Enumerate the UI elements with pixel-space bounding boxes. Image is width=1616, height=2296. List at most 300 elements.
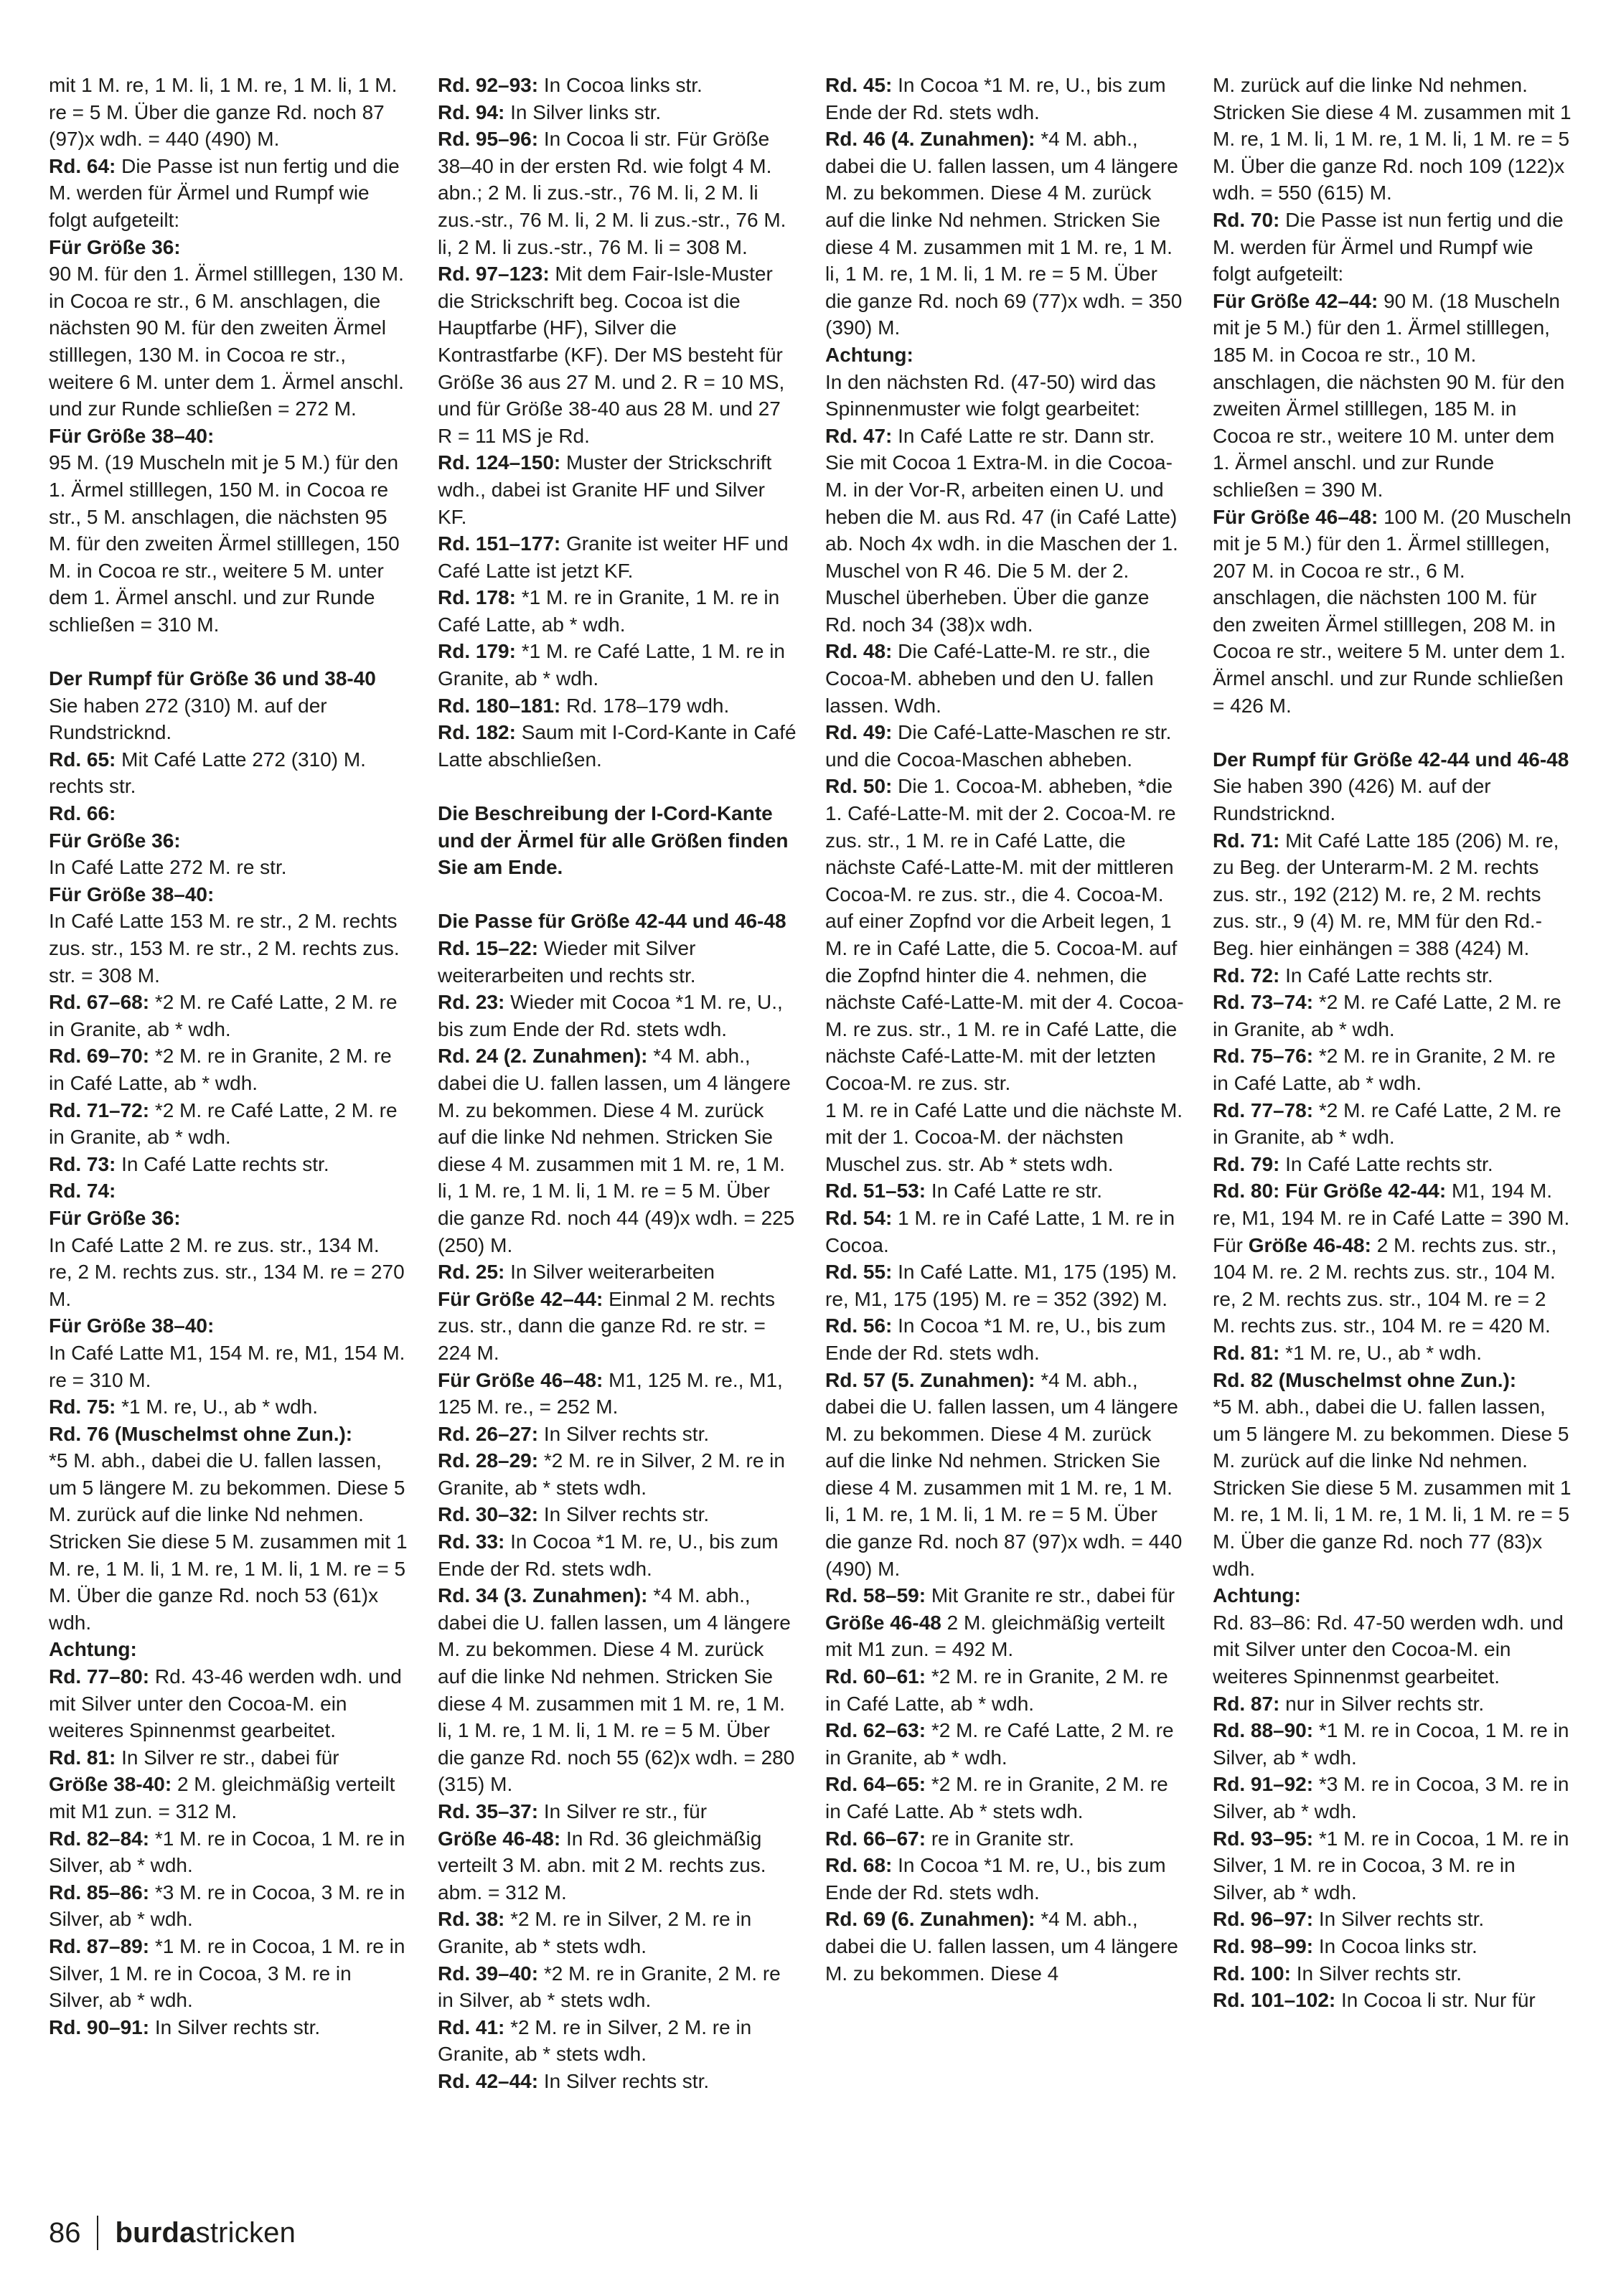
page-number: 86 — [49, 2216, 81, 2249]
paragraph-text: In Café Latte 153 M. re str., 2 M. rechts zus. str., 153 M. re str., 2 M. rechts zus. str. = 308 M. — [49, 910, 400, 987]
paragraph-text: *2 M. re in Silver, 2 M. re in Granite, ab * stets wdh. — [438, 1908, 752, 1957]
paragraph — [1213, 1043, 1572, 1096]
paragraph-text: *1 M. re in Cocoa, 1 M. re in Silver, 1 M. re in Cocoa, 3 M. re in Silver, ab * wdh. — [1213, 1827, 1569, 1904]
bold-label: Rd. 178: — [438, 586, 516, 609]
paragraph — [49, 1043, 408, 1096]
bold-label: Rd. 82–84: — [49, 1827, 150, 1850]
paragraph-text: *4 M. abh., dabei die U. fallen lassen, um 4 längere M. zu bekommen. Diese 4 — [825, 1908, 1178, 1985]
bold-label: Die Passe für Größe 42-44 und 46-48 — [438, 910, 786, 933]
paragraph — [1213, 1177, 1572, 1231]
paragraph-text: In Café Latte rechts str. — [1279, 964, 1493, 987]
paragraph-text: *2 M. re Café Latte, 2 M. re in Granite, ab * wdh. — [1213, 1098, 1561, 1149]
bold-label: Rd. 87: — [1213, 1692, 1280, 1715]
paragraph-text: In Silver weiterarbeiten — [504, 1261, 715, 1284]
paragraph — [49, 1933, 408, 2014]
bold-label: Rd. 95–96: — [438, 128, 539, 151]
paragraph — [825, 342, 1184, 369]
paragraph — [438, 1906, 797, 1959]
paragraph-text: *2 M. re in Granite, 2 M. re in Silver, ab * stets wdh. — [438, 1962, 781, 2012]
bold-label: Rd. 49: — [825, 721, 893, 744]
bold-label: Rd. 73–74: — [1213, 991, 1314, 1014]
paragraph — [438, 449, 797, 530]
bold-label: Für Größe 36: — [49, 235, 181, 258]
paragraph-text: Rd. 178–179 wdh. — [560, 694, 730, 717]
bold-label: Größe 46-48 — [825, 1611, 941, 1634]
paragraph-text: In Cocoa li str. Für Größe 38–40 in der ersten Rd. wie folgt 4 M. abn.; 2 M. li zus.-str., 76 M. li, 2 M. li zus.-str., 76 M. li, 2 M. li zus.-str., 76 M. li, 2 M. li zus.-str., 76 M. li = 308 M. — [438, 128, 786, 258]
paragraph — [49, 665, 408, 692]
bold-label: Rd. 80: Für Größe 42-44: — [1213, 1180, 1447, 1203]
paragraph — [49, 1771, 408, 1825]
paragraph-text: In Silver rechts str. — [1290, 1962, 1462, 1985]
paragraph-text: *3 M. re in Cocoa, 3 M. re in Silver, ab * wdh. — [1213, 1773, 1569, 1822]
bold-label: Rd. 87–89: — [49, 1934, 150, 1957]
bold-label: Für Größe 38–40: — [49, 883, 215, 905]
paragraph-text: *1 M. re in Granite, 1 M. re in Café Latte, ab * wdh. — [438, 586, 780, 636]
paragraph-text: *2 M. re Café Latte, 2 M. re in Granite, ab * wdh. — [49, 1098, 398, 1149]
paragraph — [825, 1852, 1184, 1906]
paragraph — [49, 1421, 408, 1448]
paragraph-text: In Café Latte re str. Dann str. Sie mit Cocoa 1 Extra-M. in die Cocoa-M. in der Vor-R, arbeiten einen U. und heben die M. aus Rd. 47 (in Café Latte) ab. Noch 4x wdh. in die Maschen der 1. Muschel von R 46. Die 5 M. der 2. Muschel überheben. Über die ganze Rd. noch 34 (38)x wdh. — [825, 424, 1178, 636]
paragraph-text: *1 M. re in Cocoa, 1 M. re in Silver, 1 M. re in Cocoa, 3 M. re in Silver, ab * wdh. — [49, 1934, 405, 2012]
brand-bold: burda — [115, 2216, 196, 2249]
paragraph — [49, 1393, 408, 1421]
paragraph — [825, 1097, 1184, 1178]
paragraph-text: *2 M. re in Silver, 2 M. re in Granite, ab * stets wdh. — [438, 1449, 785, 1499]
brand-logo — [116, 2217, 296, 2249]
paragraph-text: 1 M. re in Café Latte und die nächste M. mit der 1. Cocoa-M. der nächsten Muschel zus. str. Ab * stets wdh. — [825, 1098, 1183, 1175]
bold-label: Rd. 124–150: — [438, 451, 561, 474]
bold-label: Rd. 41: — [438, 2015, 505, 2038]
paragraph-text: *1 M. re, U., ab * wdh. — [116, 1396, 319, 1418]
paragraph — [1213, 773, 1572, 827]
bold-label: Rd. 72: — [1213, 964, 1280, 987]
paragraph — [49, 260, 408, 423]
bold-label: Achtung: — [49, 1638, 137, 1661]
bold-label: Rd. 69 (6. Zunahmen): — [825, 1908, 1035, 1931]
bold-label: Größe 46-48: — [438, 1827, 561, 1850]
paragraph-text: *4 M. abh., dabei die U. fallen lassen, um 4 längere M. zu bekommen. Diese 4 M. zurück auf die linke Nd nehmen. Stricken Sie diese 4 M. zusammen mit 1 M. re, 1 M. li, 1 M. re, 1 M. li, 1 M. re = 5 M. Über die ganze Rd. noch 55 (62)x wdh. = 280 (315) M. — [438, 1584, 795, 1796]
paragraph-text: In Silver rechts str. — [1313, 1908, 1485, 1931]
bold-label: Rd. 179: — [438, 640, 516, 663]
bold-label: Größe 38-40: — [49, 1773, 172, 1796]
paragraph — [438, 99, 797, 126]
paragraph — [1213, 207, 1572, 288]
bold-label: Rd. 182: — [438, 721, 516, 744]
paragraph-text: *2 M. re in Granite, 2 M. re in Café Latte, ab * wdh. — [1213, 1045, 1556, 1094]
paragraph — [438, 800, 797, 881]
paragraph — [438, 719, 797, 773]
paragraph — [49, 1636, 408, 1663]
paragraph — [49, 1205, 408, 1232]
paragraph — [438, 692, 797, 720]
bold-label: Rd. 94: — [438, 100, 505, 123]
paragraph — [49, 423, 408, 450]
bold-label: Rd. 46 (4. Zunahmen): — [825, 128, 1035, 151]
bold-label: Rd. 26–27: — [438, 1422, 539, 1445]
paragraph-text: In Café Latte. M1, 175 (195) M. re, M1, 175 (195) M. re = 352 (392) M. — [825, 1261, 1178, 1310]
bold-label: Rd. 66–67: — [825, 1827, 926, 1850]
paragraph — [825, 1177, 1184, 1205]
bold-label: Rd. 45: — [825, 74, 893, 96]
paragraph — [49, 1447, 408, 1636]
paragraph-text: Mit dem Fair-Isle-Muster die Strickschrift beg. Cocoa ist die Hauptfarbe (HF), Silver die Kontrastfarbe (KF). Der MS besteht für Größe 36 aus 27 M. und 2. R = 10 MS, und für Größe 38-40 aus 28 M. und 27 R = 11 MS je Rd. — [438, 263, 785, 447]
paragraph-text: In Café Latte 272 M. re str. — [49, 856, 287, 879]
paragraph — [49, 1663, 408, 1744]
bold-label: Rd. 75: — [49, 1396, 116, 1418]
paragraph-text: In Silver rechts str. — [538, 1503, 710, 1526]
paragraph-text: *5 M. abh., dabei die U. fallen lassen, um 5 längere M. zu bekommen. Diese 5 M. zurück auf die linke Nd nehmen. Stricken Sie diese 5 M. zusammen mit 1 M. re, 1 M. li, 1 M. re, 1 M. li, 1 M. re = 5 M. Über die ganze Rd. noch 53 (61)x wdh. — [49, 1449, 408, 1634]
bold-label: Rd. 69–70: — [49, 1045, 150, 1068]
paragraph-text: In Cocoa links str. — [1313, 1934, 1478, 1957]
paragraph-text: Sie haben 272 (310) M. auf der Rundstricknd. — [49, 694, 327, 744]
paragraph — [49, 2014, 408, 2041]
paragraph — [438, 1367, 797, 1421]
paragraph — [438, 530, 797, 584]
footer-divider — [97, 2216, 98, 2250]
paragraph — [49, 1825, 408, 1879]
bold-label: Rd. 90–91: — [49, 2015, 150, 2038]
paragraph-text: Für Größe 46-48: 2 M. rechts zus. str., 104 M. re. 2 M. rechts zus. str., 104 M. re, 2 M. rechts zus. str., 104 M. re = 2 M. rechts zus. str., 104 M. re = 420 M. — [1213, 1233, 1557, 1337]
bold-label: Rd. 33: — [438, 1530, 505, 1553]
paragraph-text: Mit Granite re str., dabei für — [926, 1584, 1175, 1607]
paragraph-text: Mit Café Latte 272 (310) M. rechts str. — [49, 748, 366, 798]
paragraph — [438, 1582, 797, 1798]
paragraph — [1213, 1933, 1572, 1960]
paragraph — [825, 1717, 1184, 1771]
bold-label: Rd. 97–123: — [438, 263, 550, 286]
paragraph — [438, 935, 797, 989]
paragraph-text: Die Café-Latte-Maschen re str. und die Cocoa-Maschen abheben. — [825, 721, 1172, 771]
paragraph-text: 2 M. gleichmäßig verteilt mit M1 zun. = 492 M. — [825, 1611, 1165, 1661]
paragraph-text: *2 M. re in Silver, 2 M. re in Granite, ab * stets wdh. — [438, 2015, 752, 2066]
paragraph-text: In Cocoa *1 M. re, U., bis zum Ende der Rd. stets wdh. — [825, 1314, 1166, 1364]
paragraph — [49, 1340, 408, 1393]
paragraph — [1213, 962, 1572, 989]
bold-label: Rd. 68: — [825, 1854, 893, 1877]
paragraph — [49, 234, 408, 261]
bold-label: Rd. 75–76: — [1213, 1045, 1314, 1068]
paragraph — [438, 1825, 797, 1906]
bold-label: Rd. 76 (Muschelmst ohne Zun.): — [49, 1422, 353, 1445]
bold-label: Rd. 47: — [825, 424, 893, 447]
paragraph — [49, 1232, 408, 1313]
paragraph — [438, 2068, 797, 2095]
paragraph-text: In Cocoa li str. Nur für — [1335, 1989, 1536, 2012]
bold-label: Rd. 54: — [825, 1206, 893, 1229]
bold-label: Für Größe 46–48: — [438, 1368, 603, 1391]
paragraph — [49, 1744, 408, 1772]
paragraph — [1213, 1367, 1572, 1394]
paragraph-text: In Silver links str. — [504, 100, 662, 123]
paragraph-text: *1 M. re Café Latte, 1 M. re in Granite, ab * wdh. — [438, 640, 785, 690]
paragraph — [1213, 1771, 1572, 1825]
paragraph-text: Die Passe ist nun fertig und die M. werden für Ärmel und Rumpf wie folgt aufgeteilt: — [49, 154, 400, 231]
paragraph-text: Mit Café Latte 185 (206) M. re, zu Beg. der Unterarm-M. 2 M. rechts zus. str., 192 (212) M. re, 2 M. rechts zus. str., 9 (4) M. re, MM für den Rd.-Beg. hier einhängen = 388 (424) M. — [1213, 829, 1559, 959]
paragraph — [438, 2014, 797, 2068]
paragraph-text: In Silver re str., für — [538, 1800, 708, 1822]
paragraph — [438, 638, 797, 692]
paragraph — [438, 1286, 797, 1367]
paragraph — [825, 1367, 1184, 1583]
paragraph-text: In Cocoa links str. — [538, 74, 703, 96]
paragraph-text: M. zurück auf die linke Nd nehmen. Stricken Sie diese 4 M. zusammen mit 1 M. re, 1 M. li, 1 M. re, 1 M. li, 1 M. re = 5 M. Über die ganze Rd. noch 109 (122)x wdh. = 550 (615) M. — [1213, 74, 1572, 204]
bold-label: Für Größe 38–40: — [49, 424, 215, 447]
bold-label: Rd. 55: — [825, 1261, 893, 1284]
paragraph-text: nur in Silver rechts str. — [1279, 1692, 1485, 1715]
paragraph-text: 90 M. (18 Muscheln mit je 5 M.) für den 1. Ärmel stilllegen, 185 M. in Cocoa re str., 10 M. anschlagen, die nächsten 90 M. für den zweiten Ärmel stilllegen, 185 M. in Cocoa re str., weitere 10 M. unter dem 1. Ärmel anschl. und zur Runde schließen = 390 M. — [1213, 289, 1565, 501]
paragraph-text: Einmal 2 M. rechts zus. str., dann die ganze Rd. re str. = 224 M. — [438, 1287, 775, 1364]
paragraph-text: 2 M. gleichmäßig verteilt mit M1 zun. = 312 M. — [49, 1773, 395, 1822]
bold-label: Rd. 34 (3. Zunahmen): — [438, 1584, 648, 1607]
paragraph — [1213, 1987, 1572, 2014]
bold-label: Rd. 91–92: — [1213, 1773, 1314, 1796]
paragraph — [825, 369, 1184, 423]
bold-label: Für Größe 42–44: — [1213, 289, 1378, 312]
paragraph — [1213, 1609, 1572, 1690]
bold-label: Rd. 77–80: — [49, 1665, 150, 1688]
bold-label: Rd. 85–86: — [49, 1881, 150, 1904]
paragraph — [438, 1798, 797, 1825]
text-column-2 — [438, 72, 797, 2095]
bold-label: Die Beschreibung der I-Cord-Kante und der Ärmel für alle Größen finden Sie am Ende. — [438, 802, 789, 879]
bold-label: Achtung: — [1213, 1584, 1301, 1607]
paragraph-text: In Cocoa *1 M. re, U., bis zum Ende der Rd. stets wdh. — [825, 1854, 1166, 1904]
paragraph-text: *5 M. abh., dabei die U. fallen lassen, um 5 längere M. zu bekommen. Diese 5 M. zurück auf die linke Nd nehmen. Stricken Sie diese 5 M. zusammen mit 1 M. re, 1 M. li, 1 M. re, 1 M. li, 1 M. re = 5 M. Über die ganze Rd. noch 77 (83)x wdh. — [1213, 1396, 1572, 1580]
paragraph — [1213, 1960, 1572, 1987]
paragraph — [825, 126, 1184, 342]
paragraph-text: In Silver rechts str. — [149, 2015, 321, 2038]
paragraph-text: Die 1. Cocoa-M. abheben, *die 1. Café-Latte-M. mit der 2. Cocoa-M. re zus. str., 1 M. re in Café Latte, die nächste Café-Latte-M. mit der mittleren Cocoa-M. re zus. str., die 4. Cocoa-M. auf einer Zopfnd vor die Arbeit legen, 1 M. re in Café Latte, die 5. Cocoa-M. auf die Zopfnd hinter die 4. nehmen, die nächste Café-Latte-M. mit der 4. Cocoa-M. re zus. str., 1 M. re in Café Latte, die nächste Café-Latte-M. mit der letzten Cocoa-M. re zus. str. — [825, 775, 1184, 1094]
paragraph-text: In Silver rechts str. — [538, 1422, 710, 1445]
bold-label: Rd. 28–29: — [438, 1449, 539, 1472]
bold-label: Rd. 30–32: — [438, 1503, 539, 1526]
bold-label: Rd. 67–68: — [49, 991, 150, 1014]
bold-label: Rd. 56: — [825, 1314, 893, 1337]
bold-label: Rd. 92–93: — [438, 74, 539, 96]
paragraph — [438, 1258, 797, 1286]
paragraph — [1213, 1097, 1572, 1151]
bold-label: Rd. 58–59: — [825, 1584, 926, 1607]
bold-label: Rd. 38: — [438, 1908, 505, 1931]
bold-label: Rd. 100: — [1213, 1962, 1291, 1985]
paragraph — [1213, 504, 1572, 720]
paragraph — [49, 908, 408, 989]
bold-label: Für Größe 38–40: — [49, 1314, 215, 1337]
paragraph-text: Rd. 83–86: Rd. 47-50 werden wdh. und mit Silver unter den Cocoa-M. ein weiteres Spinnenmst gearbeitet. — [1213, 1611, 1564, 1688]
paragraph — [49, 1312, 408, 1340]
paragraph-text: Wieder mit Cocoa *1 M. re, U., bis zum Ende der Rd. stets wdh. — [438, 991, 783, 1040]
paragraph-text: *3 M. re in Cocoa, 3 M. re in Silver, ab * wdh. — [49, 1881, 405, 1931]
paragraph — [438, 1960, 797, 2014]
paragraph — [438, 126, 797, 260]
paragraph — [1213, 1151, 1572, 1178]
paragraph — [438, 908, 797, 935]
bold-label: Rd. 25: — [438, 1261, 505, 1284]
bold-label: Rd. 50: — [825, 775, 893, 798]
paragraph — [49, 72, 408, 153]
page-footer — [49, 2211, 296, 2254]
paragraph — [825, 1582, 1184, 1609]
brand-regular: stricken — [195, 2216, 296, 2249]
paragraph — [1213, 1825, 1572, 1906]
bold-label: Rd. 57 (5. Zunahmen): — [825, 1368, 1035, 1391]
paragraph — [825, 1258, 1184, 1312]
bold-label: Rd. 35–37: — [438, 1800, 539, 1822]
paragraph — [49, 449, 408, 638]
paragraph-text: *1 M. re in Cocoa, 1 M. re in Silver, ab * wdh. — [49, 1827, 405, 1877]
bold-label: Der Rumpf für Größe 42-44 und 46-48 — [1213, 748, 1569, 771]
paragraph-text: In Café Latte rechts str. — [116, 1152, 329, 1175]
paragraph-text: M1, 194 M. re, M1, 194 M. re in Café Latte = 390 M. — [1213, 1180, 1570, 1229]
paragraph — [49, 881, 408, 908]
paragraph — [49, 800, 408, 827]
bold-label: Rd. 73: — [49, 1152, 116, 1175]
paragraph-text: In den nächsten Rd. (47-50) wird das Spinnenmuster wie folgt gearbeitet: — [825, 370, 1156, 420]
paragraph — [1213, 989, 1572, 1043]
paragraph — [825, 1771, 1184, 1825]
bold-label: Für Größe 36: — [49, 829, 181, 852]
bold-label: Rd. 98–99: — [1213, 1934, 1314, 1957]
paragraph-text: In Café Latte re str. — [926, 1180, 1102, 1203]
bold-label: Rd. 93–95: — [1213, 1827, 1314, 1850]
paragraph — [438, 773, 797, 800]
bold-label: Rd. 42–44: — [438, 2069, 539, 2092]
paragraph-text: *2 M. re in Granite, 2 M. re in Café Latte, ab * wdh. — [825, 1665, 1168, 1715]
paragraph — [1213, 1393, 1572, 1582]
text-column-1 — [49, 72, 408, 2041]
bold-label: Für Größe 42–44: — [438, 1287, 603, 1310]
paragraph — [1213, 1582, 1572, 1609]
paragraph — [1213, 72, 1572, 207]
paragraph — [1213, 1690, 1572, 1718]
paragraph-text: Sie haben 390 (426) M. auf der Rundstricknd. — [1213, 775, 1491, 825]
paragraph — [49, 638, 408, 665]
paragraph-text: *4 M. abh., dabei die U. fallen lassen, um 4 längere M. zu bekommen. Diese 4 M. zurück auf die linke Nd nehmen. Stricken Sie diese 4 M. zusammen mit 1 M. re, 1 M. li, 1 M. re, 1 M. li, 1 M. re = 5 M. Über die ganze Rd. noch 44 (49)x wdh. = 225 (250) M. — [438, 1045, 795, 1256]
bold-label: Rd. 15–22: — [438, 937, 539, 959]
paragraph — [49, 989, 408, 1043]
paragraph — [1213, 288, 1572, 504]
paragraph-text: Muster der Strickschrift wdh., dabei ist Granite HF und Silver KF. — [438, 451, 772, 528]
paragraph — [438, 584, 797, 638]
bold-label: Rd. 71: — [1213, 829, 1280, 852]
bold-label: Rd. 77–78: — [1213, 1098, 1314, 1121]
bold-label: Rd. 64–65: — [825, 1773, 926, 1796]
paragraph — [438, 1421, 797, 1448]
bold-label: Rd. 70: — [1213, 208, 1280, 231]
paragraph — [1213, 827, 1572, 962]
bold-label: Rd. 81: — [49, 1746, 116, 1769]
bold-label: Rd. 81: — [1213, 1341, 1280, 1364]
bold-label: Rd. 24 (2. Zunahmen): — [438, 1045, 648, 1068]
paragraph — [438, 72, 797, 99]
paragraph-text: Granite ist weiter HF und Café Latte ist jetzt KF. — [438, 532, 789, 582]
paragraph-text: In Café Latte 2 M. re zus. str., 134 M. re, 2 M. rechts zus. str., 134 M. re = 270 M. — [49, 1233, 405, 1310]
bold-label: Rd. 82 (Muschelmst ohne Zun.): — [1213, 1368, 1517, 1391]
paragraph-text: 95 M. (19 Muscheln mit je 5 M.) für den 1. Ärmel stilllegen, 150 M. in Cocoa re str., 5 M. anschlagen, die nächsten 95 M. für den zweiten Ärmel stilllegen, 150 M. in Cocoa re str., weitere 5 M. unter dem 1. Ärmel anschl. und zur Runde schließen = 310 M. — [49, 451, 400, 636]
paragraph — [1213, 1340, 1572, 1367]
paragraph-text: In Cocoa *1 M. re, U., bis zum Ende der Rd. stets wdh. — [825, 74, 1166, 123]
paragraph — [825, 1825, 1184, 1853]
paragraph-text: Rd. 43-46 werden wdh. und mit Silver unter den Cocoa-M. ein weiteres Spinnenmst gearbeitet. — [49, 1665, 402, 1742]
bold-label: Rd. 65: — [49, 748, 116, 771]
paragraph-text: Die Café-Latte-M. re str., die Cocoa-M. abheben und den U. fallen lassen. Wdh. — [825, 640, 1154, 717]
paragraph — [49, 153, 408, 234]
bold-label: Rd. 96–97: — [1213, 1908, 1314, 1931]
paragraph — [825, 638, 1184, 719]
bold-label: Rd. 79: — [1213, 1152, 1280, 1175]
paragraph-text: *1 M. re, U., ab * wdh. — [1279, 1341, 1483, 1364]
paragraph-text: *4 M. abh., dabei die U. fallen lassen, um 4 längere M. zu bekommen. Diese 4 M. zurück auf die linke Nd nehmen. Stricken Sie diese 4 M. zusammen mit 1 M. re, 1 M. li, 1 M. re, 1 M. li, 1 M. re = 5 M. Über die ganze Rd. noch 69 (77)x wdh. = 350 (390) M. — [825, 128, 1183, 339]
paragraph-text: 90 M. für den 1. Ärmel stilllegen, 130 M. in Cocoa re str., 6 M. anschlagen, die nächsten 90 M. für den zweiten Ärmel stilllegen, 130 M. in Cocoa re str., weitere 6 M. unter dem 1. Ärmel anschl. und zur Runde schließen = 272 M. — [49, 263, 404, 420]
bold-label: Rd. 62–63: — [825, 1719, 926, 1742]
bold-label: Rd. 74: — [49, 1180, 116, 1203]
paragraph — [49, 1151, 408, 1178]
paragraph-text: In Silver re str., dabei für — [116, 1746, 339, 1769]
paragraph-text: *2 M. re in Granite, 2 M. re in Café Latte. Ab * stets wdh. — [825, 1773, 1168, 1822]
bold-label: Rd. 23: — [438, 991, 505, 1014]
paragraph — [49, 1177, 408, 1205]
paragraph — [1213, 719, 1572, 746]
paragraph-text: *1 M. re in Cocoa, 1 M. re in Silver, ab * wdh. — [1213, 1719, 1569, 1769]
paragraph-text: In Silver rechts str. — [538, 2069, 710, 2092]
paragraph-text: *2 M. re in Granite, 2 M. re in Café Latte, ab * wdh. — [49, 1045, 392, 1094]
paragraph — [49, 827, 408, 855]
paragraph — [49, 746, 408, 800]
paragraph — [825, 423, 1184, 639]
paragraph — [49, 692, 408, 746]
bold-label: Rd. 51–53: — [825, 1180, 926, 1203]
bold-label: Rd. 101–102: — [1213, 1989, 1336, 2012]
paragraph — [49, 854, 408, 881]
paragraph — [825, 72, 1184, 126]
paragraph-text: M1, 125 M. re., M1, 125 M. re., = 252 M. — [438, 1368, 783, 1418]
paragraph-text: In Cocoa *1 M. re, U., bis zum Ende der Rd. stets wdh. — [438, 1530, 779, 1580]
paragraph-text: Wieder mit Silver weiterarbeiten und rechts str. — [438, 937, 696, 987]
paragraph — [438, 1447, 797, 1501]
paragraph — [49, 1879, 408, 1933]
bold-label: Der Rumpf für Größe 36 und 38-40 — [49, 667, 376, 690]
paragraph — [825, 1906, 1184, 1987]
paragraph-text: Die Passe ist nun fertig und die M. werden für Ärmel und Rumpf wie folgt aufgeteilt: — [1213, 208, 1564, 286]
paragraph-text: *2 M. re Café Latte, 2 M. re in Granite, ab * wdh. — [825, 1719, 1174, 1769]
paragraph-text: In Rd. 36 gleichmäßig verteilt 3 M. abn. mit 2 M. rechts zus. abm. = 312 M. — [438, 1827, 766, 1904]
paragraph-text: re in Granite str. — [926, 1827, 1075, 1850]
paragraph — [825, 1205, 1184, 1258]
paragraph-text: mit 1 M. re, 1 M. li, 1 M. re, 1 M. li, 1 M. re = 5 M. Über die ganze Rd. noch 87 (97)x wdh. = 440 (490) M. — [49, 74, 398, 151]
bold-label: Achtung: — [825, 343, 913, 366]
paragraph — [438, 260, 797, 449]
paragraph-text: 100 M. (20 Muscheln mit je 5 M.) für den 1. Ärmel stilllegen, 207 M. in Cocoa re str., 6 M. anschlagen, die nächsten 100 M. für den zweiten Ärmel stilllegen, 208 M. in Cocoa re str., weitere 5 M. unter dem 1. Ärmel anschl. und zur Runde schließen = 426 M. — [1213, 505, 1572, 717]
paragraph-text: *2 M. re Café Latte, 2 M. re in Granite, ab * wdh. — [1213, 991, 1561, 1040]
paragraph — [49, 1097, 408, 1151]
paragraph-text: Saum mit I-Cord-Kante in Café Latte abschließen. — [438, 721, 797, 771]
bold-label: Rd. 66: — [49, 802, 116, 825]
bold-label: Rd. 48: — [825, 640, 893, 663]
paragraph — [825, 1663, 1184, 1717]
paragraph — [438, 1501, 797, 1528]
bold-label: Rd. 71–72: — [49, 1098, 150, 1121]
bold-label: Für Größe 36: — [49, 1206, 181, 1229]
bold-label: Rd. 60–61: — [825, 1665, 926, 1688]
bold-label: Für Größe 46–48: — [1213, 505, 1378, 528]
paragraph — [825, 1312, 1184, 1366]
paragraph-text: 1 M. re in Café Latte, 1 M. re in Cocoa. — [825, 1206, 1175, 1256]
paragraph — [438, 1528, 797, 1582]
paragraph — [825, 773, 1184, 1096]
paragraph — [1213, 746, 1572, 773]
bold-label: Rd. 88–90: — [1213, 1719, 1314, 1742]
paragraph — [1213, 1906, 1572, 1933]
